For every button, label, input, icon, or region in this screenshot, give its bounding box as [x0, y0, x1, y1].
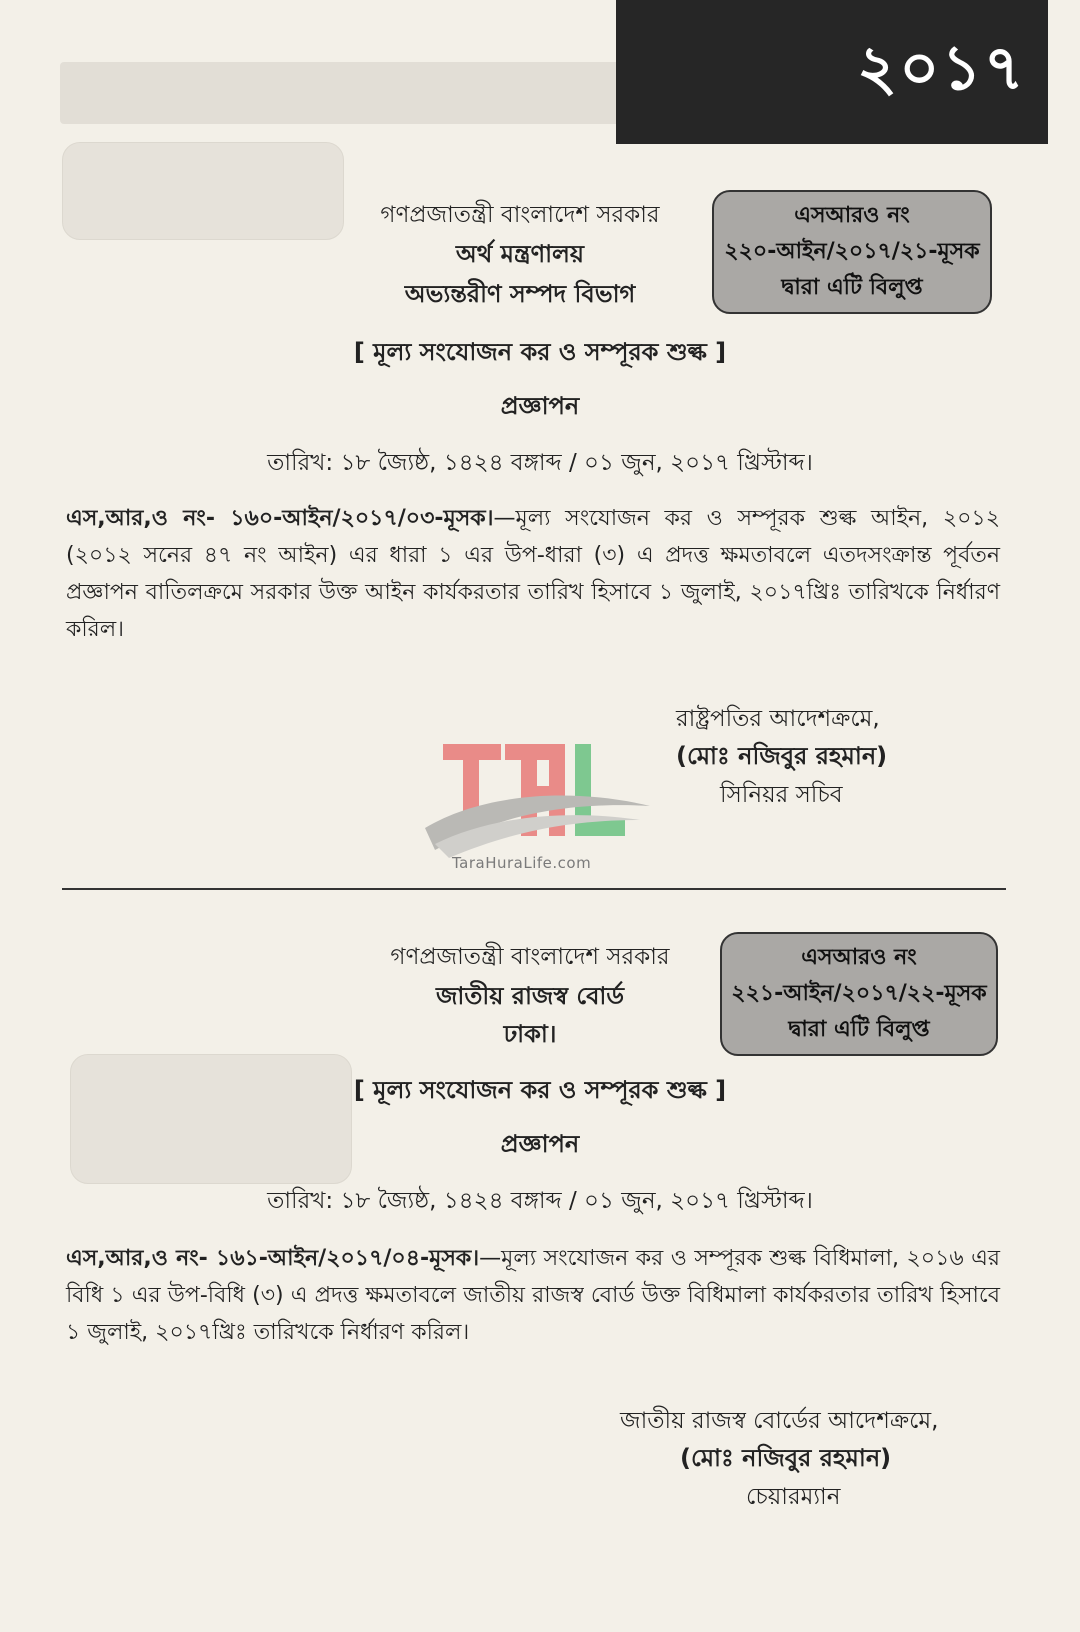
notice-heading: প্রজ্ঞাপন	[500, 1130, 580, 1158]
signatory-designation: চেয়ারম্যান	[746, 1484, 841, 1510]
notice-date: তারিখ: ১৮ জ্যৈষ্ঠ, ১৪২৪ বঙ্গাব্দ / ০১ জুন, ২০১৭ খ্রিস্টাব্দ।	[267, 1188, 813, 1214]
notice-body	[66, 500, 1000, 648]
badge-line: দ্বারা এটি বিলুপ্ত	[788, 1017, 930, 1042]
subject-heading: [ মূল্য সংযোজন কর ও সম্পূরক শুল্ক ]	[353, 1076, 727, 1104]
body-text: —মূল্য সংযোজন কর ও সম্পূরক শুল্ক আইন, ২০১২ (২০১২ সনের ৪৭ নং আইন) এর ধারা ১ এর উপ-ধারা (৩) এ প্রদত্ত ক্ষমতাবলে এতদসংক্রান্ত পূর্বতন প্রজ্ঞাপন বাতিলক্রমে সরকার উক্ত আইন কার্যকরতার তারিখ হিসাবে ১ জুলাই, ২০১৭খ্রিঃ তারিখকে নির্ধারণ করিল।	[66, 506, 1001, 642]
notice-heading: প্রজ্ঞাপন	[500, 392, 580, 420]
govt-title: গণপ্রজাতন্ত্রী বাংলাদেশ সরকার	[380, 202, 660, 228]
year-banner	[616, 0, 1048, 144]
ministry-title: অর্থ মন্ত্রণালয়	[455, 240, 585, 268]
subject-heading: [ মূল্য সংযোজন কর ও সম্পূরক শুল্ক ]	[353, 338, 727, 366]
badge-line: এসআরও নং	[794, 203, 910, 228]
notice-date: তারিখ: ১৮ জ্যৈষ্ঠ, ১৪২৪ বঙ্গাব্দ / ০১ জুন, ২০১৭ খ্রিস্টাব্দ।	[267, 450, 813, 476]
badge-line: ২২১-আইন/২০১৭/২২-মূসক	[731, 981, 987, 1006]
badge-line: ২২০-আইন/২০১৭/২১-মূসক	[724, 239, 980, 264]
sro-reference: এস,আর,ও নং- ১৬১-আইন/২০১৭/০৪-মূসক।	[66, 1246, 480, 1271]
signatory-name: (মোঃ নজিবুর রহমান)	[680, 1444, 892, 1472]
year-label: ২০১৭	[856, 30, 1026, 104]
govt-title: গণপ্রজাতন্ত্রী বাংলাদেশ সরকার	[390, 944, 670, 970]
bleed-through-band	[60, 62, 620, 124]
sro-reference: এস,আর,ও নং- ১৬০-আইন/২০১৭/০৩-মূসক।	[66, 506, 494, 531]
order-line: জাতীয় রাজস্ব বোর্ডের আদেশক্রমে,	[620, 1408, 939, 1434]
board-title: জাতীয় রাজস্ব বোর্ড	[435, 982, 625, 1010]
badge-line: এসআরও নং	[801, 945, 917, 970]
signatory-name: (মোঃ নজিবুর রহমান)	[676, 742, 888, 770]
signatory-designation: সিনিয়র সচিব	[720, 782, 843, 808]
watermark-url: TaraHuraLife.com	[452, 854, 592, 872]
order-line: রাষ্ট্রপতির আদেশক্রমে,	[676, 706, 880, 732]
badge-line: দ্বারা এটি বিলুপ্ত	[781, 275, 923, 300]
body-text: —মূল্য সংযোজন কর ও সম্পূরক শুল্ক বিধিমালা, ২০১৬ এর বিধি ১ এর উপ-বিধি (৩) এ প্রদত্ত ক্ষমতাবলে জাতীয় রাজস্ব বোর্ড উক্ত বিধিমালা কার্যকরতার তারিখ হিসাবে ১ জুলাই, ২০১৭খ্রিঃ তারিখকে নির্ধারণ করিল।	[66, 1246, 1000, 1345]
notice-body	[66, 1240, 1000, 1351]
section-divider	[62, 888, 1006, 890]
city-title: ঢাকা।	[503, 1020, 557, 1048]
repeal-badge	[720, 932, 998, 1056]
repeal-badge	[712, 190, 992, 314]
division-title: অভ্যন্তরীণ সম্পদ বিভাগ	[404, 280, 636, 308]
